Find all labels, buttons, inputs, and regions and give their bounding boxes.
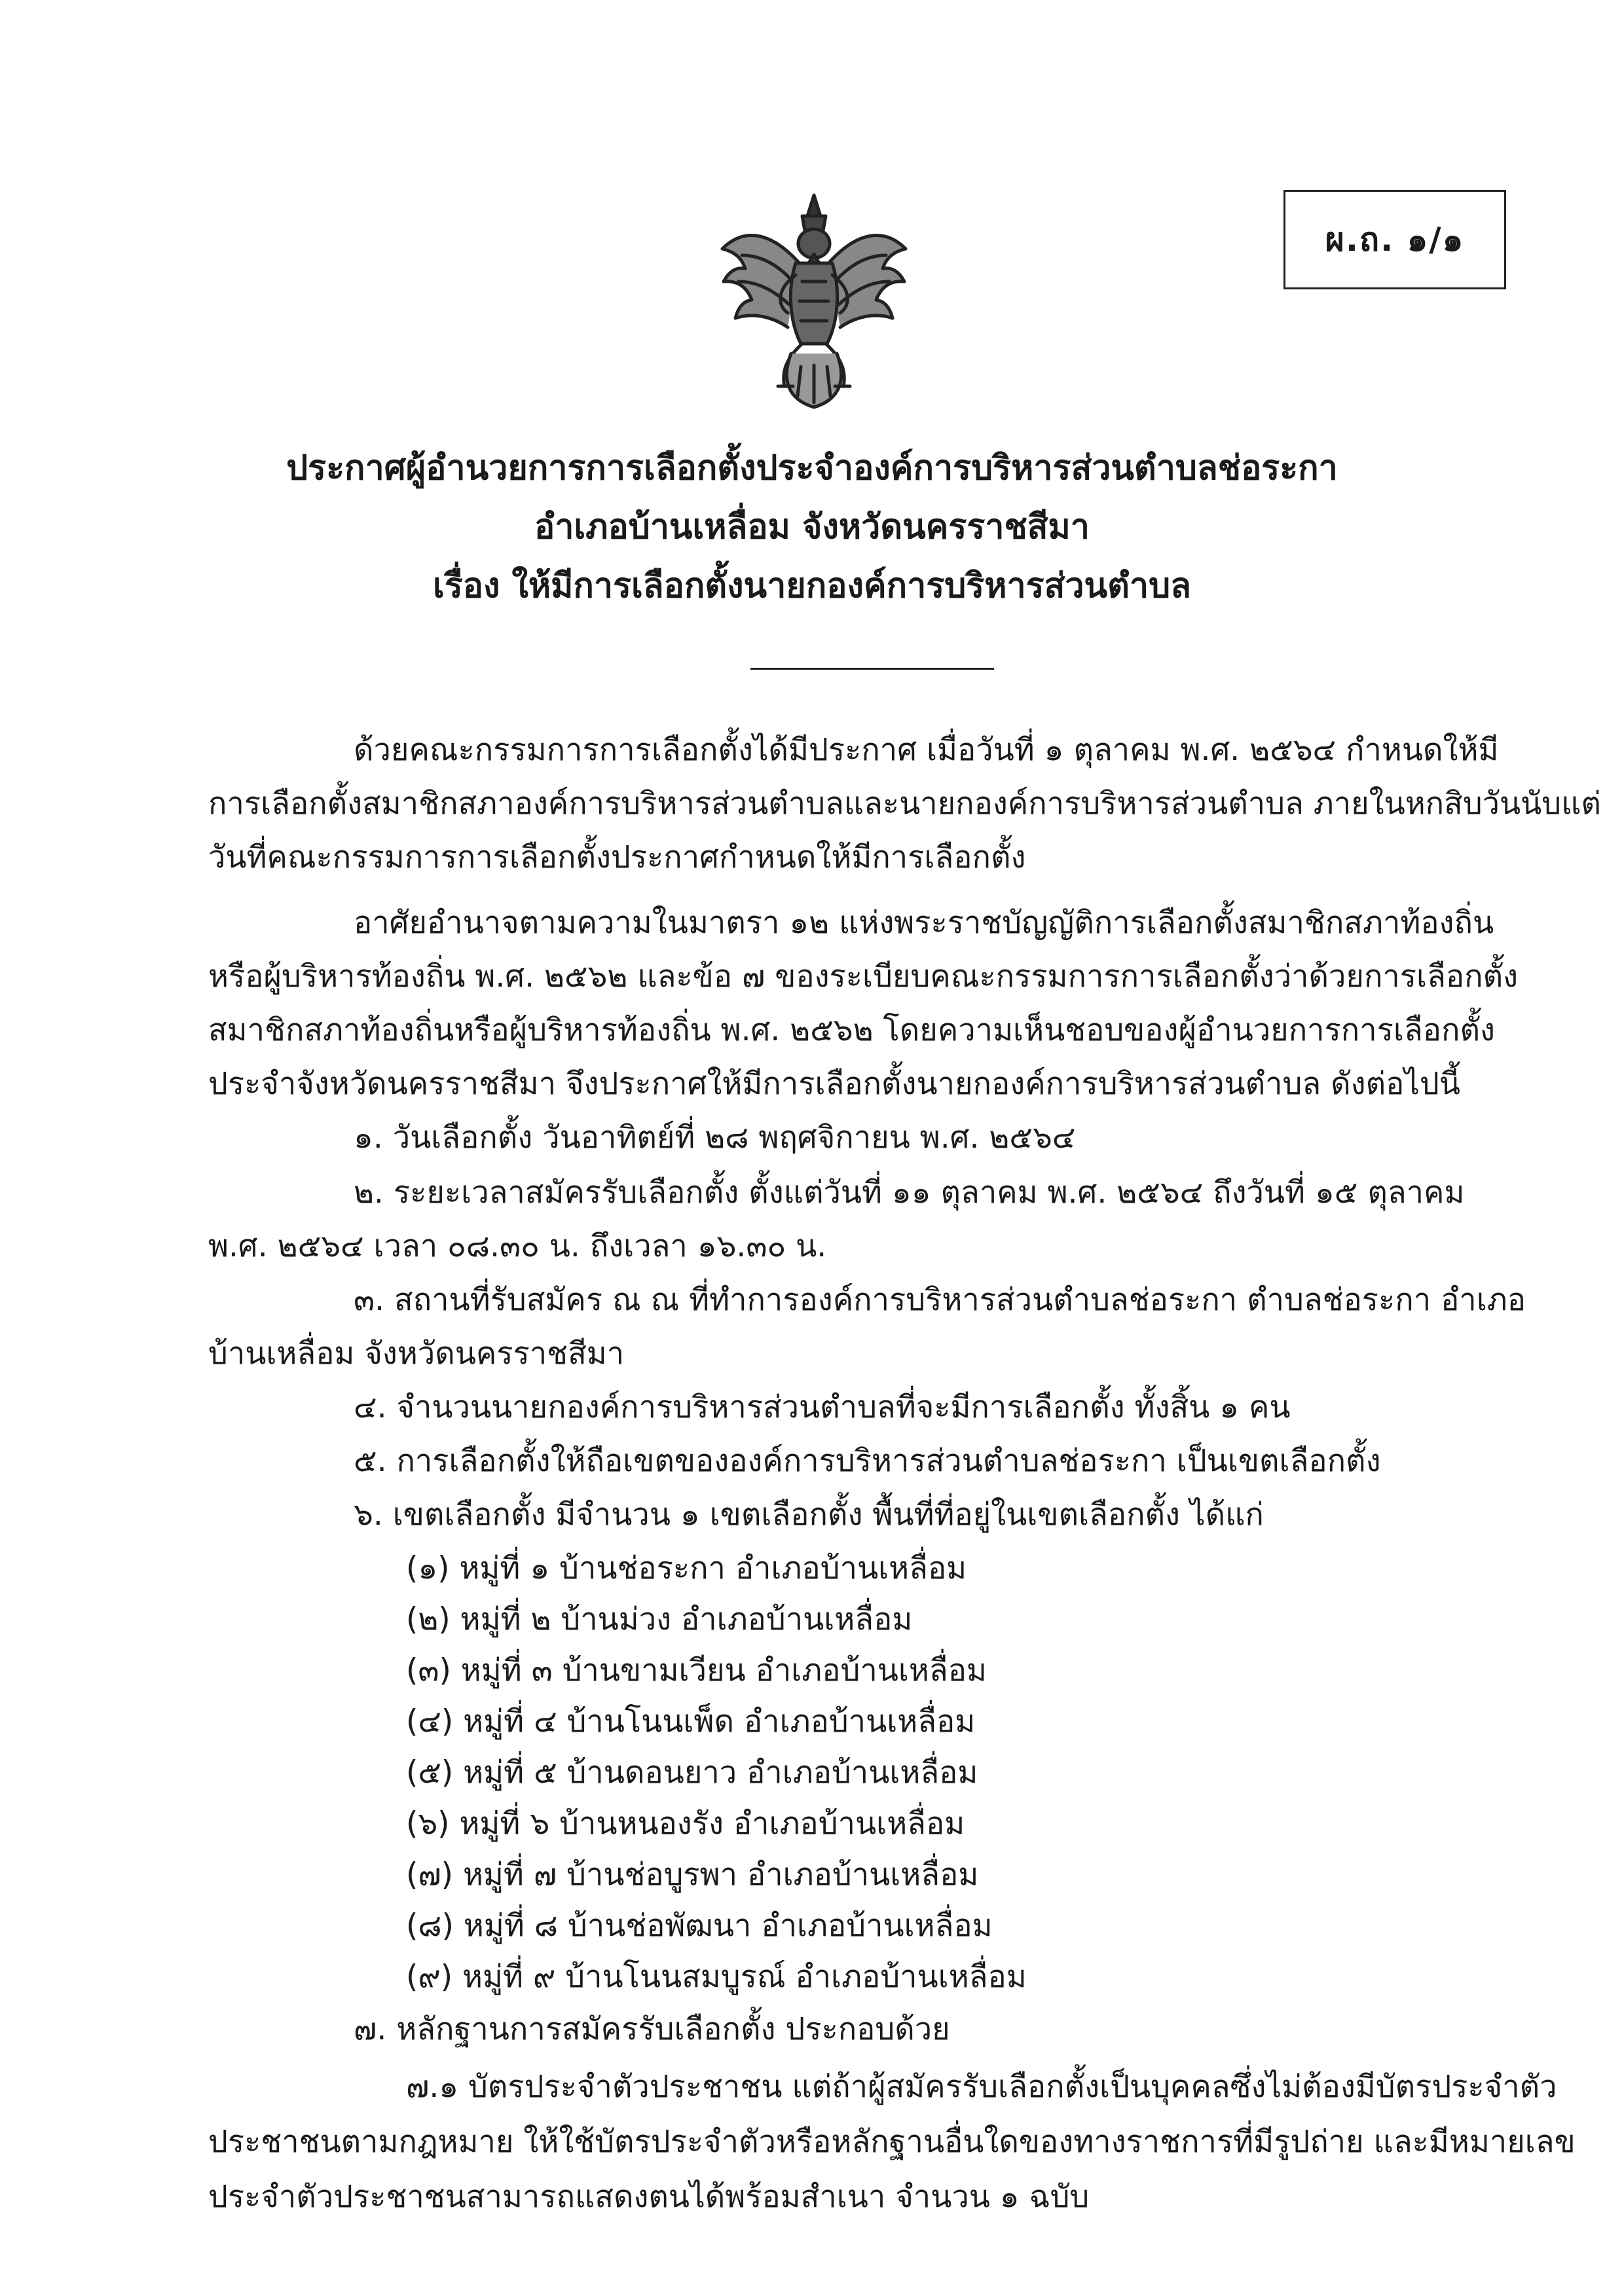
item-election-date: ๑. วันเลือกตั้ง วันอาทิตย์ที่ ๒๘ พฤศจิกายน พ.ศ. ๒๕๖๔ xyxy=(354,1120,1076,1156)
item-application-period: ๒. ระยะเวลาสมัครรับเลือกตั้ง ตั้งแต่วันที่ ๑๑ ตุลาคม พ.ศ. ๒๕๖๔ ถึงวันที่ ๑๕ ตุลาคม xyxy=(354,1175,1465,1211)
village-list-item: (๗) หมู่ที่ ๗ บ้านช่อบูรพา อำเภอบ้านเหลื่อม xyxy=(406,1857,979,1893)
heading-divider xyxy=(750,668,994,670)
item-application-place-cont: บ้านเหลื่อม จังหวัดนครราชสีมา xyxy=(208,1336,625,1372)
authority-paragraph-line: สมาชิกสภาท้องถิ่นหรือผู้บริหารท้องถิ่น พ.ศ. ๒๕๖๒ โดยความเห็นชอบของผู้อำนวยการการเลือกตั้ง xyxy=(208,1012,1495,1048)
announcement-title: ประกาศผู้อำนวยการการเลือกตั้งประจำองค์การบริหารส่วนตำบลช่อระกา xyxy=(286,448,1338,488)
intro-paragraph-line: ด้วยคณะกรรมการการเลือกตั้งได้มีประกาศ เมื่อวันที่ ๑ ตุลาคม พ.ศ. ๒๕๖๔ กำหนดให้มี xyxy=(354,732,1499,768)
village-list-item: (๔) หมู่ที่ ๔ บ้านโนนเพ็ด อำเภอบ้านเหลื่อม xyxy=(406,1704,976,1740)
village-list-item: (๖) หมู่ที่ ๖ บ้านหนองรัง อำเภอบ้านเหลื่อม xyxy=(406,1806,965,1842)
item-constituency: ๖. เขตเลือกตั้ง มีจำนวน ๑ เขตเลือกตั้ง พื้นที่ที่อยู่ในเขตเลือกตั้ง ได้แก่ xyxy=(354,1497,1264,1533)
village-list-item: (๑) หมู่ที่ ๑ บ้านช่อระกา อำเภอบ้านเหลื่อม xyxy=(406,1550,967,1586)
authority-paragraph-line: อาศัยอำนาจตามความในมาตรา ๑๒ แห่งพระราชบัญญัติการเลือกตั้งสมาชิกสภาท้องถิ่น xyxy=(354,905,1494,941)
evidence-subitem-line: ประชาชนตามกฎหมาย ให้ใช้บัตรประจำตัวหรือหลักฐานอื่นใดของทางราชการที่มีรูปถ่าย และมีหมายเลข xyxy=(208,2124,1576,2160)
village-list-item: (๒) หมู่ที่ ๒ บ้านม่วง อำเภอบ้านเหลื่อม xyxy=(406,1601,913,1637)
intro-paragraph-line: วันที่คณะกรรมการการเลือกตั้งประกาศกำหนดให้มีการเลือกตั้ง xyxy=(208,839,1026,875)
announcement-location: อำเภอบ้านเหลื่อม จังหวัดนครราชสีมา xyxy=(534,507,1090,547)
village-list-item: (๓) หมู่ที่ ๓ บ้านขามเวียน อำเภอบ้านเหลื่อม xyxy=(406,1652,987,1688)
evidence-subitem-line: ๗.๑ บัตรประจำตัวประชาชน แต่ถ้าผู้สมัครรับเลือกตั้งเป็นบุคคลซึ่งไม่ต้องมีบัตรประจำตัว xyxy=(406,2069,1557,2105)
authority-paragraph-line: หรือผู้บริหารท้องถิ่น พ.ศ. ๒๕๖๒ และข้อ ๗ ของระเบียบคณะกรรมการการเลือกตั้งว่าด้วยการเลือกตั้ง xyxy=(208,958,1519,994)
authority-paragraph-line: ประจำจังหวัดนครราชสีมา จึงประกาศให้มีการเลือกตั้งนายกองค์การบริหารส่วนตำบล ดังต่อไปนี้ xyxy=(208,1066,1460,1102)
item-application-place: ๓. สถานที่รับสมัคร ณ ณ ที่ทำการองค์การบริหารส่วนตำบลช่อระกา ตำบลช่อระกา อำเภอ xyxy=(354,1282,1526,1318)
evidence-subitem-line: ประจำตัวประชาชนสามารถแสดงตนได้พร้อมสำเนา จำนวน ๑ ฉบับ xyxy=(208,2179,1090,2215)
item-electoral-area: ๕. การเลือกตั้งให้ถือเขตขององค์การบริหารส่วนตำบลช่อระกา เป็นเขตเลือกตั้ง xyxy=(354,1443,1381,1479)
announcement-subject: เรื่อง ให้มีการเลือกตั้งนายกองค์การบริหารส่วนตำบล xyxy=(433,566,1191,606)
village-list-item: (๙) หมู่ที่ ๙ บ้านโนนสมบูรณ์ อำเภอบ้านเหลื่อม xyxy=(406,1959,1027,1995)
intro-paragraph-line: การเลือกตั้งสมาชิกสภาองค์การบริหารส่วนตำบลและนายกองค์การบริหารส่วนตำบล ภายในหกสิบวันนับแต่ xyxy=(208,786,1601,822)
item-application-period-cont: พ.ศ. ๒๕๖๔ เวลา ๐๘.๓๐ น. ถึงเวลา ๑๖.๓๐ น. xyxy=(208,1228,827,1264)
village-list-item: (๕) หมู่ที่ ๕ บ้านดอนยาว อำเภอบ้านเหลื่อม xyxy=(406,1755,978,1791)
form-code-box: ผ.ถ. ๑/๑ xyxy=(1283,190,1506,289)
item-application-evidence: ๗. หลักฐานการสมัครรับเลือกตั้ง ประกอบด้วย xyxy=(354,2011,950,2047)
garuda-emblem-icon xyxy=(716,190,912,412)
item-number-of-mayors: ๔. จำนวนนายกองค์การบริหารส่วนตำบลที่จะมีการเลือกตั้ง ทั้งสิ้น ๑ คน xyxy=(354,1389,1291,1425)
village-list-item: (๘) หมู่ที่ ๘ บ้านช่อพัฒนา อำเภอบ้านเหลื่อม xyxy=(406,1908,993,1944)
